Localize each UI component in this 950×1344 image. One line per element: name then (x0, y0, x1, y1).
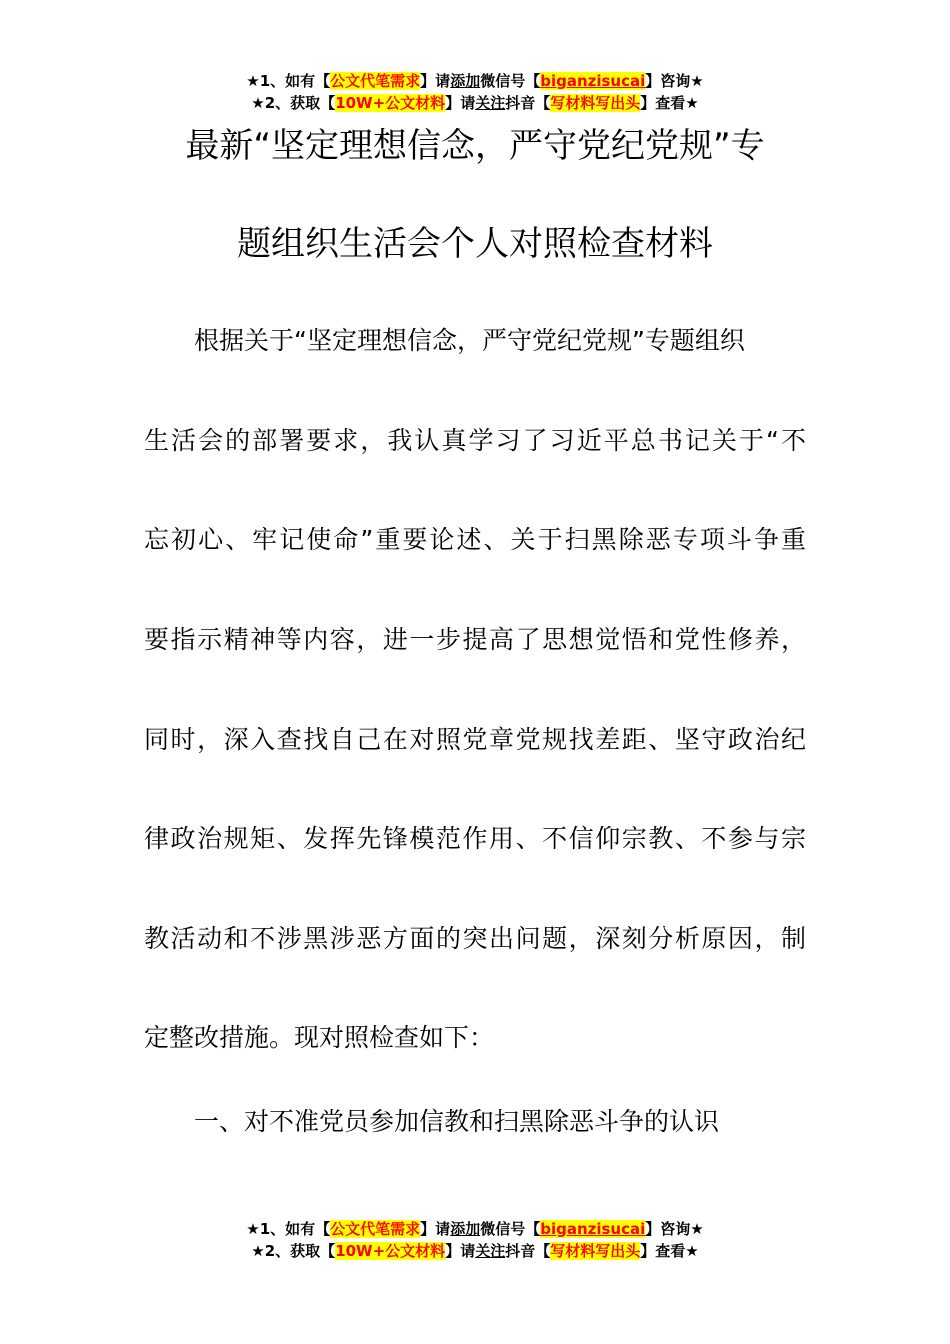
promo-line-2 (0, 1240, 950, 1262)
paragraph-line: 同时，深入查找自己在对照党章党规找差距、坚守政治纪 (144, 725, 806, 754)
promo-line-2 (0, 92, 950, 114)
promo-emphasis: 关注 (475, 1242, 506, 1260)
promo-text: 】查看★ (640, 94, 699, 112)
promo-line-1 (0, 70, 950, 92)
paragraph-line: 生活会的部署要求，我认真学习了习近平总书记关于“不 (144, 426, 806, 455)
promo-text: ★1、如有【 (246, 1220, 331, 1238)
promo-highlight: 10W+公文材料 (335, 94, 446, 112)
promo-text: ★2、获取【 (251, 1242, 336, 1260)
document-title-line-2: 题组织生活会个人对照检查材料 (237, 224, 713, 264)
promo-text: 微信号【 (480, 72, 541, 90)
promo-text: 】请 (445, 1242, 476, 1260)
paragraph-line: 要指示精神等内容，进一步提高了思想觉悟和党性修养， (144, 625, 806, 654)
promo-emphasis: 添加 (450, 1220, 481, 1238)
paragraph-line: 教活动和不涉黑涉恶方面的突出问题，深刻分析原因，制 (144, 924, 806, 953)
promo-line-1 (0, 1218, 950, 1240)
promo-wechat-id: biganzisucai (540, 1220, 646, 1238)
promo-douyin-id: 写材料写出头 (550, 1242, 641, 1260)
promo-text: ★2、获取【 (251, 94, 336, 112)
promo-douyin-id: 写材料写出头 (550, 94, 641, 112)
promo-text: 抖音【 (505, 1242, 551, 1260)
paragraph-line: 根据关于“坚定理想信念，严守党纪党规”专题组织 (194, 326, 745, 355)
promo-highlight: 10W+公文材料 (335, 1242, 446, 1260)
section-heading: 一、对不准党员参加信教和扫黑除恶斗争的认识 (194, 1107, 720, 1136)
promo-highlight: 公文代笔需求 (330, 72, 421, 90)
promo-text: 】请 (420, 1220, 451, 1238)
promo-text: 】查看★ (640, 1242, 699, 1260)
document-title-line-1: 最新“坚定理想信念，严守党纪党规”专 (185, 126, 765, 166)
promo-wechat-id: biganzisucai (540, 72, 646, 90)
promo-highlight: 公文代笔需求 (330, 1220, 421, 1238)
promo-text: 微信号【 (480, 1220, 541, 1238)
promo-emphasis: 添加 (450, 72, 481, 90)
paragraph-line: 律政治规矩、发挥先锋模范作用、不信仰宗教、不参与宗 (144, 824, 806, 853)
paragraph-line: 忘初心、牢记使命”重要论述、关于扫黑除恶专项斗争重 (144, 525, 806, 554)
promo-banner-bottom (0, 1218, 950, 1262)
promo-text: 】请 (445, 94, 476, 112)
promo-text: ★1、如有【 (246, 72, 331, 90)
promo-text: 抖音【 (505, 94, 551, 112)
promo-text: 】咨询★ (645, 72, 704, 90)
promo-emphasis: 关注 (475, 94, 506, 112)
promo-text: 】请 (420, 72, 451, 90)
promo-text: 】咨询★ (645, 1220, 704, 1238)
paragraph-line: 定整改措施。现对照检查如下： (144, 1023, 495, 1052)
promo-banner-top (0, 70, 950, 114)
